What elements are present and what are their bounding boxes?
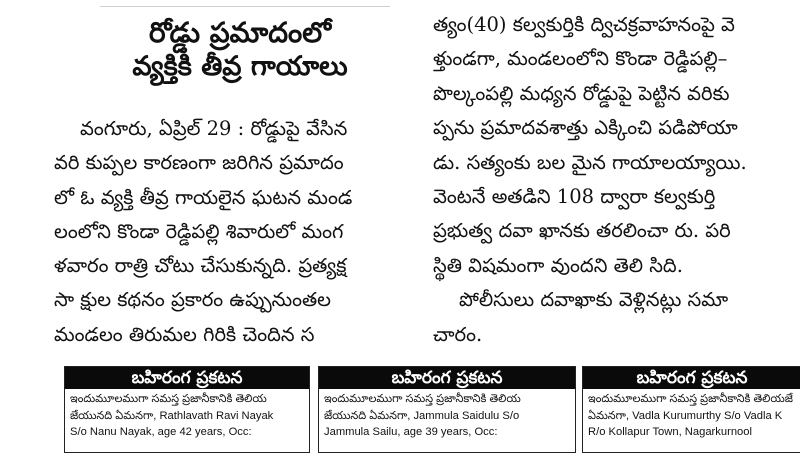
ad-line: జేయునది ఏమనగా, Rathlavath Ravi Nayak: [70, 409, 274, 422]
text-line: వంగూరు, ఏప్రిల్ 29 : రోడ్డుపై వేసిన: [80, 117, 348, 140]
text-line: ప్రభుత్వ దవా ఖానకు తరలించా రు. పరి: [433, 219, 731, 243]
ad-line: ఇందుమూలముగా సమస్త ప్రజానీకానికి తెలియ: [70, 393, 267, 405]
headline-line-2: వ్యక్తికి తీవ్ర గాయాలు: [132, 51, 348, 82]
text-line: సా క్షుల కథనం ప్రకారం ఉప్పునుంతల: [54, 288, 331, 312]
public-notice-ad-2: [318, 366, 576, 453]
text-line: లంలోని కొండా రెడ్డిపల్లి శివారులో మంగ: [54, 219, 344, 243]
top-rule: [100, 6, 390, 7]
public-notice-ad-1: [64, 366, 310, 453]
text-line: త్యం(40) కల్వకుర్తికి ద్విచక్రవాహనంపై వె: [433, 13, 735, 36]
ad-line: S/o Nanu Nayak, age 42 years, Occ:: [70, 426, 252, 439]
public-notice-ad-3: [582, 366, 800, 453]
text-line: వరి కుప్పల కారణంగా జరిగిన ప్రమాదం: [54, 151, 344, 175]
text-line: లో ఓ వ్యక్తి తీవ్ర గాయలైన ఘటన మండ: [54, 185, 353, 209]
ad-line: జేయునది ఏమనగా, Jammula Saidulu S/o: [324, 409, 520, 422]
ad-line: R/o Kollapur Town, Nagarkurnool: [588, 426, 752, 439]
text-line: చారం.: [433, 322, 483, 346]
text-line: మండలం తిరుమల గిరికి చెందిన స: [54, 322, 315, 346]
text-line: పొల్కంపల్లి మధ్యన రోడ్డుపై పెట్టిన వరికు: [433, 81, 730, 105]
text-line: డు. సత్యంకు బల మైన గాయాలయ్యాయి.: [433, 150, 747, 174]
headline-line-1: రోడ్డు ప్రమాదంలో: [148, 16, 332, 49]
article-column-2: [433, 8, 795, 352]
text-line: ళ్తుండగా, మండలంలోని కొండా రెడ్డిపల్లి–: [433, 47, 728, 71]
ad-title: బహిరంగ ప్రకటన: [583, 367, 800, 389]
ad-line: ఏమనగా, Vadla Kurumurthy S/o Vadla K: [588, 409, 783, 422]
ad-body: [583, 389, 800, 441]
text-line: ప్పను ప్రమాదవశాత్తు ఎక్కించి పడిపోయా: [433, 116, 738, 140]
ad-line: ఇందుమూలముగా సమస్త ప్రజానీకానికి తెలియ: [324, 393, 521, 405]
ad-body: [65, 389, 309, 441]
article-column-1: [54, 112, 414, 352]
ad-title: బహిరంగ ప్రకటన: [65, 367, 309, 389]
text-line: ళవారం రాత్రి చోటు చేసుకున్నది. ప్రత్యక్ష: [54, 254, 347, 278]
text-line: స్థితి విషమంగా వుందని తెలి సిది.: [433, 253, 683, 277]
text-line: వెంటనే అతడిని 108 ద్వారా కల్వకుర్తి: [433, 185, 716, 209]
article-headline: [70, 16, 410, 84]
ad-title: బహిరంగ ప్రకటన: [319, 367, 575, 389]
ad-body: [319, 389, 575, 441]
text-line: పోలీసులు దవాఖాకు వెళ్లినట్లు సమా: [459, 288, 729, 312]
ad-line: Jammula Sailu, age 39 years, Occ:: [324, 426, 498, 439]
ad-line: ఇందుమూలముగా సమస్త ప్రజానీకానికి తెలియజే: [588, 393, 793, 405]
